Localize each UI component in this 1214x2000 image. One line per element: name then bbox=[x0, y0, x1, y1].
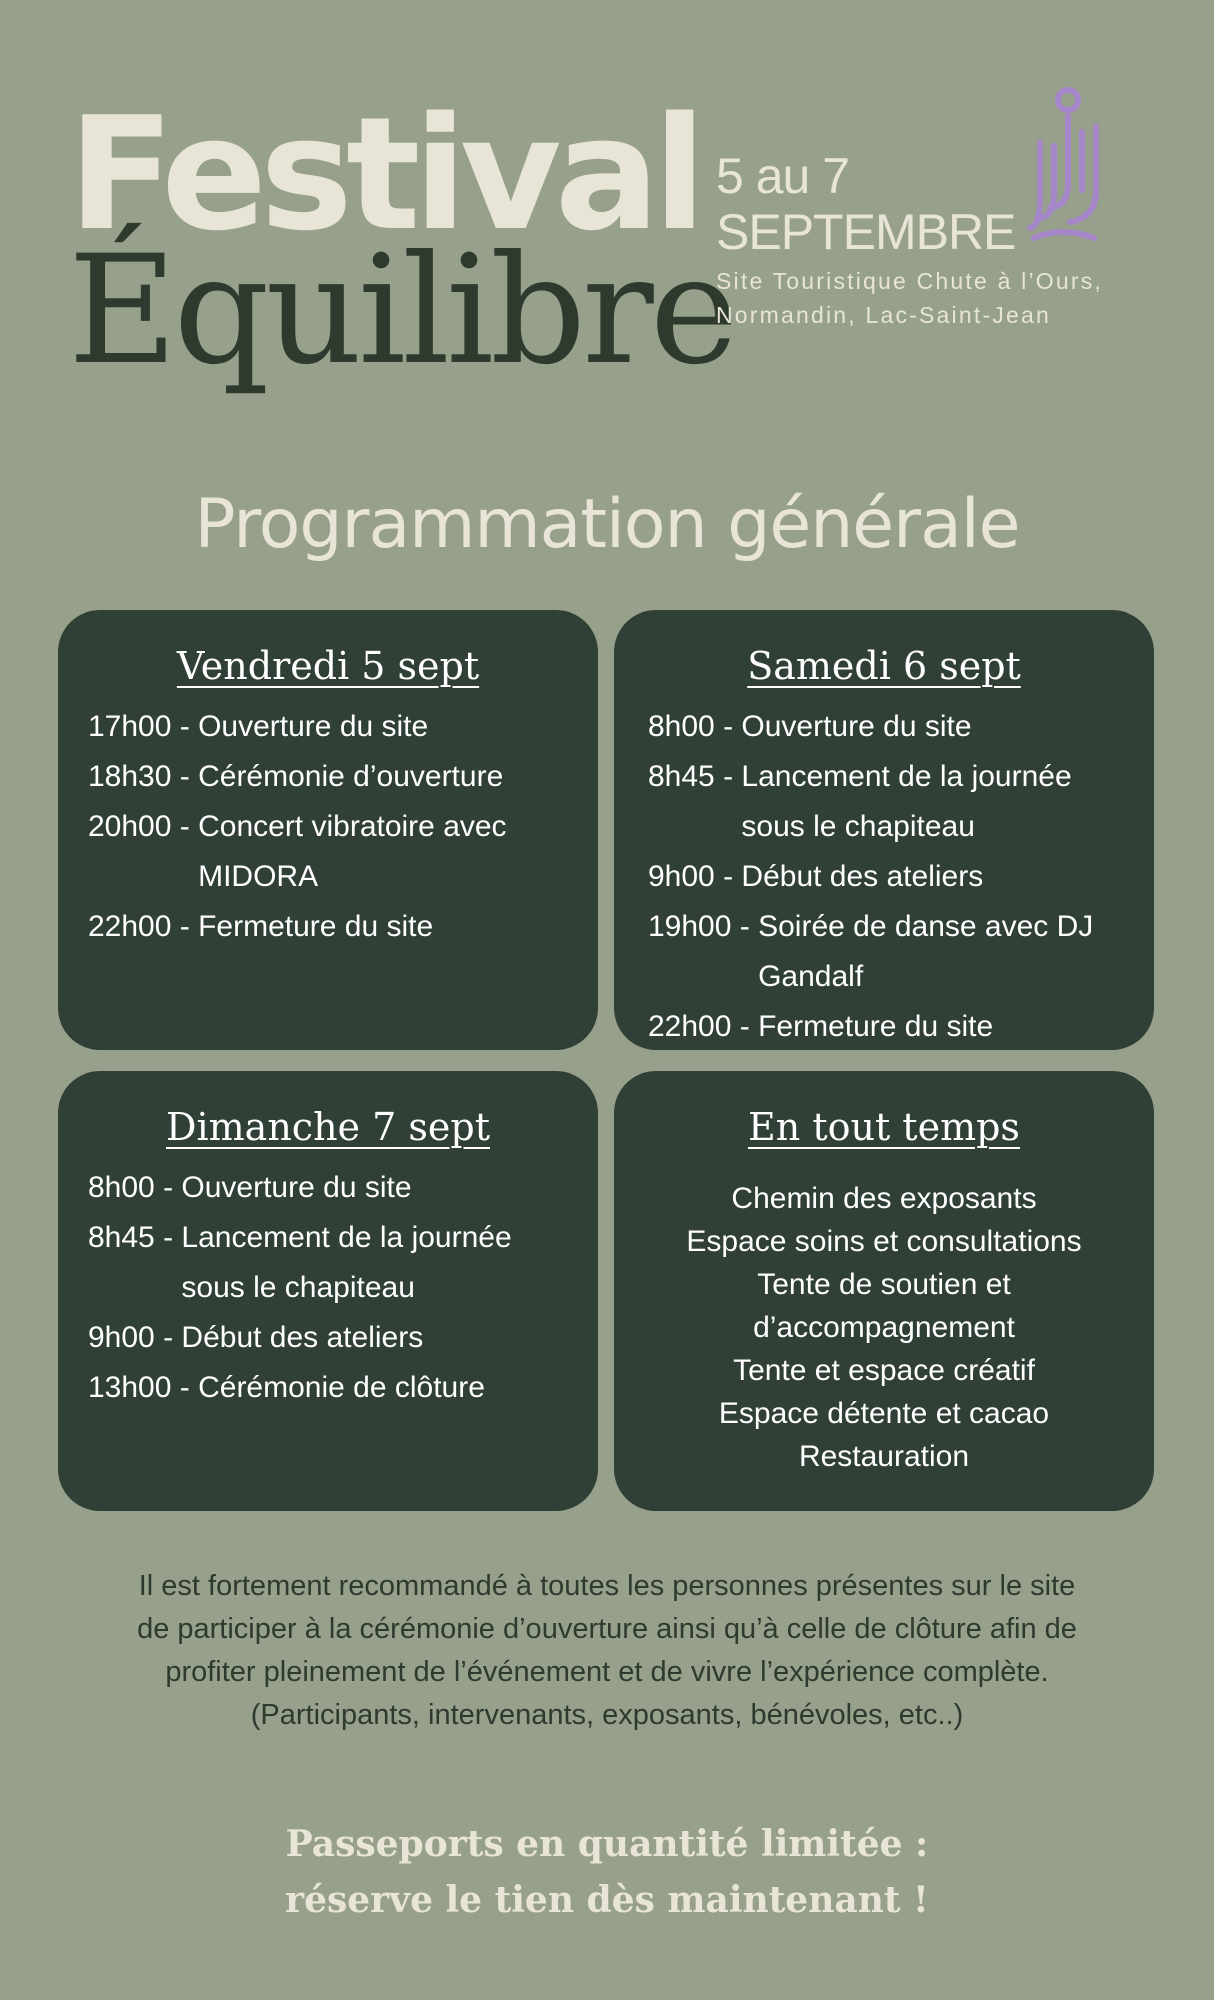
passports-callout bbox=[0, 1816, 1214, 1928]
note-line: profiter pleinement de l’événement et de vivre l’expérience complète. bbox=[165, 1656, 1049, 1688]
schedule-desc: Cérémonie de clôture bbox=[198, 1370, 485, 1404]
dates-month: SEPTEMBRE bbox=[716, 204, 1016, 260]
schedule-item bbox=[88, 802, 598, 902]
schedule-item bbox=[648, 902, 1154, 1002]
always-card bbox=[614, 1071, 1154, 1511]
dates-days: 5 au 7 bbox=[716, 148, 850, 204]
schedule-desc: Soirée de danse avec DJ Gandalf bbox=[758, 909, 1094, 993]
schedule-item bbox=[88, 1313, 598, 1363]
schedule-desc: Lancement de la journée sous le chapiteau bbox=[181, 1220, 512, 1304]
festival-location bbox=[716, 264, 1103, 332]
schedule-time: 17h00 - bbox=[88, 709, 199, 743]
passports-line-2: réserve le tien dès maintenant ! bbox=[285, 1879, 929, 1921]
schedule-time: 22h00 - bbox=[648, 1009, 759, 1043]
schedule-desc: Ouverture du site bbox=[181, 1170, 412, 1204]
schedule-item bbox=[88, 752, 598, 802]
location-line-2: Normandin, Lac-Saint-Jean bbox=[716, 302, 1051, 328]
always-item: Espace soins et consultations bbox=[686, 1224, 1082, 1258]
schedule-time: 19h00 - bbox=[648, 909, 759, 943]
festival-dates bbox=[716, 148, 1015, 260]
schedule-time: 8h00 - bbox=[88, 1170, 182, 1204]
festival-title-word: Festival bbox=[68, 83, 700, 265]
schedule-item bbox=[88, 1363, 598, 1413]
schedule-desc: Ouverture du site bbox=[741, 709, 972, 743]
schedule-item bbox=[88, 702, 598, 752]
passports-line-1: Passeports en quantité limitée : bbox=[285, 1823, 929, 1865]
day-title: Samedi 6 sept bbox=[747, 644, 1021, 688]
schedule-item bbox=[648, 852, 1154, 902]
schedule-list bbox=[58, 1163, 598, 1413]
schedule-time: 22h00 - bbox=[88, 909, 199, 943]
festival-logo-icon bbox=[1020, 86, 1100, 248]
schedule-desc: Début des ateliers bbox=[181, 1320, 424, 1354]
schedule-item bbox=[88, 902, 598, 952]
schedule-time: 18h30 - bbox=[88, 759, 199, 793]
always-item: Chemin des exposants bbox=[731, 1181, 1037, 1215]
schedule-list bbox=[614, 702, 1154, 1052]
schedule-desc: Fermeture du site bbox=[198, 909, 434, 943]
equilibre-title-word: Équilibre bbox=[68, 224, 735, 398]
note-line: de participer à la cérémonie d’ouverture ainsi qu’à celle de clôture afin de bbox=[137, 1613, 1077, 1645]
schedule-time: 8h00 - bbox=[648, 709, 742, 743]
schedule-desc: Début des ateliers bbox=[741, 859, 984, 893]
schedule-time: 9h00 - bbox=[88, 1320, 182, 1354]
schedule-desc: Lancement de la journée sous le chapiteau bbox=[741, 759, 1072, 843]
program-title: Programmation générale bbox=[194, 485, 1020, 564]
logo-head-circle bbox=[1058, 90, 1078, 110]
note-line: (Participants, intervenants, exposants, bénévoles, etc..) bbox=[250, 1699, 964, 1731]
recommendation-note bbox=[0, 1565, 1214, 1737]
logo-base bbox=[1034, 232, 1094, 238]
schedule-item bbox=[648, 1002, 1154, 1052]
day-card-sunday bbox=[58, 1071, 598, 1511]
schedule-item bbox=[88, 1213, 598, 1313]
always-item: Espace détente et cacao bbox=[718, 1396, 1050, 1430]
schedule-time: 8h45 - bbox=[88, 1220, 182, 1254]
day-card-saturday bbox=[614, 610, 1154, 1050]
schedule-time: 13h00 - bbox=[88, 1370, 199, 1404]
always-item: Restauration bbox=[798, 1439, 970, 1473]
schedule-desc: Ouverture du site bbox=[198, 709, 429, 743]
schedule-time: 8h45 - bbox=[648, 759, 742, 793]
schedule-item bbox=[88, 1163, 598, 1213]
schedule-desc: Concert vibratoire avec MIDORA bbox=[198, 809, 507, 893]
day-title: Vendredi 5 sept bbox=[176, 644, 480, 688]
logo-outer-left bbox=[1030, 142, 1040, 228]
day-title: Dimanche 7 sept bbox=[166, 1105, 490, 1149]
schedule-time: 9h00 - bbox=[648, 859, 742, 893]
always-list bbox=[614, 1177, 1154, 1478]
always-title: En tout temps bbox=[748, 1105, 1020, 1149]
schedule-list bbox=[58, 702, 598, 952]
day-card-friday bbox=[58, 610, 598, 1050]
schedule-item bbox=[648, 752, 1154, 852]
schedule-desc: Fermeture du site bbox=[758, 1009, 994, 1043]
always-item: Tente de soutien et d’accompagnement bbox=[753, 1267, 1015, 1344]
note-line: Il est fortement recommandé à toutes les personnes présentes sur le site bbox=[138, 1570, 1076, 1602]
schedule-time: 20h00 - bbox=[88, 809, 199, 843]
schedule-desc: Cérémonie d’ouverture bbox=[198, 759, 504, 793]
always-item: Tente et espace créatif bbox=[733, 1353, 1035, 1387]
location-line-1: Site Touristique Chute à l’Ours, bbox=[716, 268, 1104, 294]
schedule-item bbox=[648, 702, 1154, 752]
